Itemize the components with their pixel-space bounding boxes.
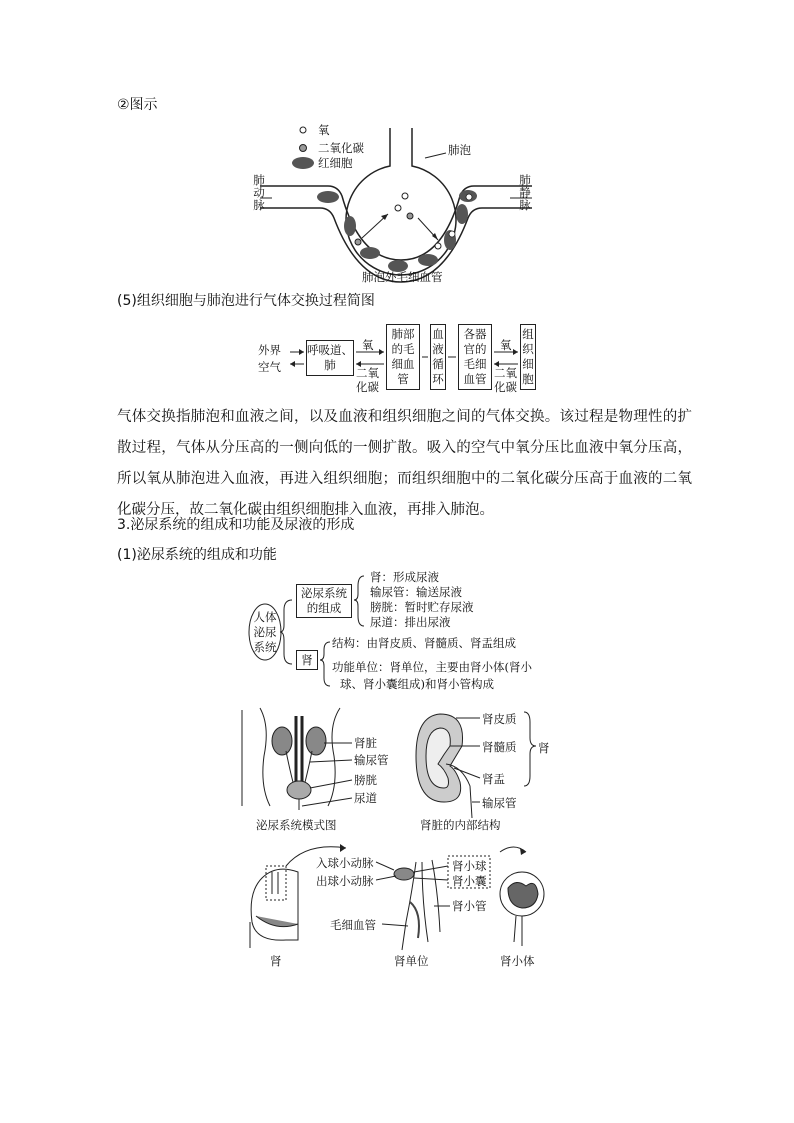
int-pelvis: 肾盂 bbox=[482, 772, 505, 786]
nephron-drawing bbox=[246, 842, 556, 972]
legend-co2: 二氧化碳 bbox=[318, 141, 364, 155]
fig-nephron bbox=[246, 842, 556, 972]
label-pulmonary-vein: 肺静脉 bbox=[518, 174, 532, 212]
neph-tubule: 肾小管 bbox=[452, 899, 487, 913]
legend-rbc: 红细胞 bbox=[318, 156, 353, 170]
flow-outside-air: 外界空气 bbox=[258, 343, 281, 374]
section-heading-exchange: (5)组织细胞与肺泡进行气体交换过程简图 bbox=[117, 293, 375, 309]
tree-composition: 泌尿系统的组成 bbox=[296, 584, 352, 618]
tree-ureter-fn: 输尿管：输送尿液 bbox=[370, 585, 462, 599]
int-cortex: 肾皮质 bbox=[482, 712, 517, 726]
int-caption: 肾脏的内部结构 bbox=[420, 818, 501, 832]
flow-co2-1: 二氧化碳 bbox=[356, 366, 379, 394]
int-kidney: 肾 bbox=[538, 741, 550, 755]
tree-root: 人体泌尿系统 bbox=[253, 609, 277, 654]
sys-bladder: 膀胱 bbox=[354, 773, 377, 787]
flow-circulation: 血液循环 bbox=[430, 324, 446, 390]
tree-kidney: 肾 bbox=[296, 650, 318, 670]
urinary-tree bbox=[248, 570, 568, 695]
flow-tissue-cell: 组织细胞 bbox=[520, 324, 536, 390]
fig-kidney-internal bbox=[410, 706, 560, 834]
tree-unit-line2: 球、肾小囊组成)和肾小管构成 bbox=[340, 677, 494, 691]
neph-efferent: 出球小动脉 bbox=[316, 874, 374, 888]
flow-co2-2: 二氧化碳 bbox=[494, 366, 517, 394]
alveolus-drawing bbox=[250, 118, 540, 288]
int-medulla: 肾髓质 bbox=[482, 740, 517, 754]
gas-exchange-flow bbox=[258, 322, 548, 394]
flow-oxygen-2: 氧 bbox=[500, 338, 512, 352]
flow-airway: 呼吸道、肺 bbox=[306, 340, 354, 376]
label-alveolus: 肺泡 bbox=[448, 143, 471, 157]
alveolus-figure bbox=[250, 118, 540, 288]
flow-oxygen-1: 氧 bbox=[362, 338, 374, 352]
urinary-system-drawing bbox=[242, 706, 402, 834]
flow-lung-capillary: 肺部的毛细血管 bbox=[386, 324, 420, 390]
section-heading-urinary: 3.泌尿系统的组成和功能及尿液的形成 bbox=[117, 517, 355, 533]
sys-urethra: 尿道 bbox=[354, 791, 377, 805]
neph-cap-nephron: 肾单位 bbox=[394, 954, 429, 968]
neph-glomerulus: 肾小球 bbox=[452, 859, 487, 873]
flow-arrows bbox=[258, 322, 548, 394]
tree-structure: 结构：由肾皮质、肾髓质、肾盂组成 bbox=[332, 636, 516, 650]
legend-oxygen: 氧 bbox=[318, 123, 330, 137]
neph-capsule: 肾小囊 bbox=[452, 874, 487, 888]
flow-organ-capillary: 各器官的毛细血管 bbox=[458, 324, 492, 390]
sys-caption: 泌尿系统模式图 bbox=[256, 818, 337, 832]
label-capillary: 肺泡外毛细血管 bbox=[362, 270, 443, 284]
exchange-paragraph: 气体交换指肺泡和血液之间，以及血液和组织细胞之间的气体交换。该过程是物理性的扩散过程，气体从分压高的一侧向低的一侧扩散。吸入的空气中氧分压比血液中氧分压高，所以氧从肺泡进入血液，再进入组织细胞；而组织细胞中的二氧化碳分压高于血液的二氧化碳分压，故二氧化碳由组织细胞排入血液，再排入肺泡。 bbox=[117, 409, 692, 518]
neph-cap-kidney: 肾 bbox=[270, 954, 282, 968]
neph-afferent: 入球小动脉 bbox=[316, 856, 374, 870]
sys-kidney: 肾脏 bbox=[354, 736, 377, 750]
int-ureter: 输尿管 bbox=[482, 796, 517, 810]
label-pulmonary-artery: 肺动脉 bbox=[252, 174, 266, 212]
neph-cap-corpuscle: 肾小体 bbox=[500, 954, 535, 968]
neph-capillary: 毛细血管 bbox=[330, 918, 376, 932]
section-heading-figure: ②图示 bbox=[117, 97, 158, 113]
subheading-composition: (1)泌尿系统的组成和功能 bbox=[117, 547, 277, 563]
tree-urethra-fn: 尿道：排出尿液 bbox=[370, 615, 451, 629]
tree-unit-line1: 功能单位：肾单位，主要由肾小体(肾小 bbox=[332, 660, 532, 674]
tree-kidney-fn: 肾：形成尿液 bbox=[370, 570, 439, 584]
sys-ureter: 输尿管 bbox=[354, 753, 389, 767]
fig-urinary-system bbox=[242, 706, 402, 834]
tree-bladder-fn: 膀胱：暂时贮存尿液 bbox=[370, 600, 474, 614]
